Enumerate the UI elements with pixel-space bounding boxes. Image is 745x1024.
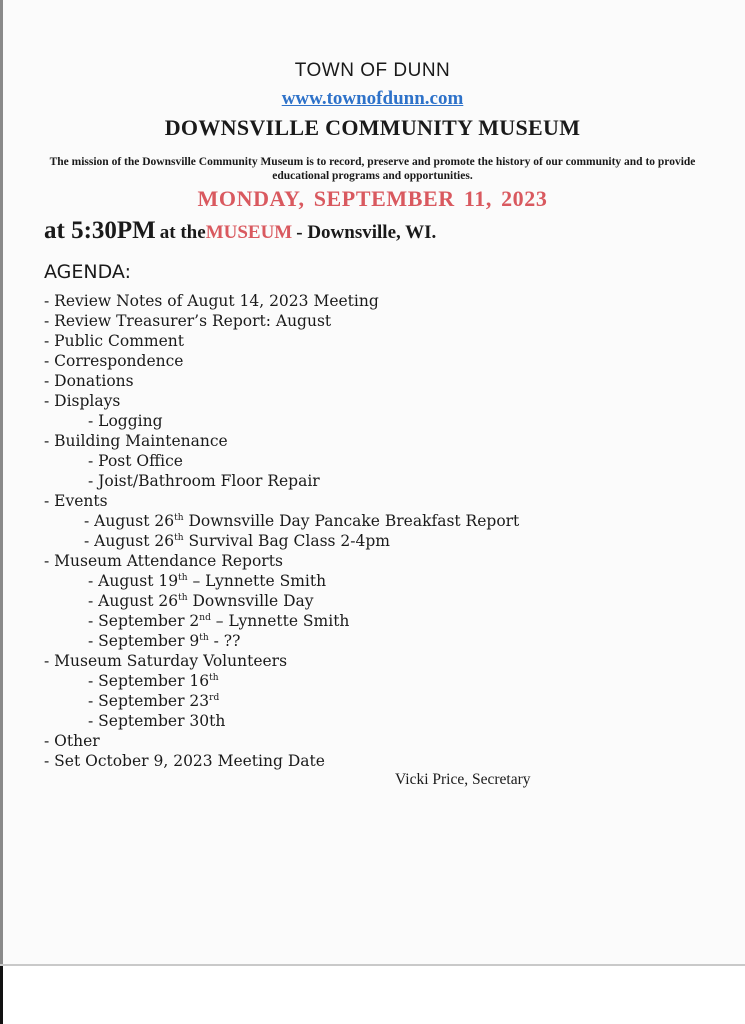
agenda-subitem [88, 611, 349, 631]
agenda-item: - Review Treasurer’s Report: August [44, 312, 332, 330]
museum-title: DOWNSVILLE COMMUNITY MUSEUM [164, 115, 581, 140]
item-text: – Lynnette Smith [187, 572, 327, 590]
ordinal-suffix: th [174, 513, 184, 523]
agenda-item: - Other [44, 732, 100, 750]
mission-statement: The mission of the Downsville Community Museum is to record, preserve and promote the history of our community and to provide educational programs and opportunities. [49, 156, 696, 182]
page-bottom-edge [0, 964, 745, 966]
ordinal-suffix: th [209, 673, 219, 683]
agenda-heading: AGENDA: [44, 261, 131, 283]
agenda-item: - Review Notes of Augut 14, 2023 Meeting [44, 292, 379, 310]
agenda-item: - Museum Attendance Reports [44, 552, 283, 570]
agenda-subitem: - Joist/Bathroom Floor Repair [88, 472, 320, 490]
agenda-subitem [88, 571, 326, 591]
item-text: - September 9 [88, 632, 200, 650]
agenda-subitem: - September 30th [88, 712, 226, 730]
agenda-subitem [88, 691, 219, 711]
item-text: Downsville Day Pancake Breakfast Report [183, 512, 520, 530]
meeting-time-location [44, 217, 436, 245]
item-text: Downsville Day [187, 592, 314, 610]
agenda-subitem: - Logging [88, 412, 163, 430]
item-text: - August 26 [84, 512, 175, 530]
meeting-date: MONDAY, SEPTEMBER 11, 2023 [197, 186, 548, 211]
agenda-subitem [84, 531, 390, 551]
agenda-item: - Events [44, 492, 108, 510]
agenda-subitem [88, 631, 240, 651]
meeting-location: - Downsville, WI. [296, 222, 437, 243]
ordinal-suffix: nd [199, 613, 211, 623]
item-text: - September 23 [88, 692, 210, 710]
agenda-subitem [88, 671, 219, 691]
ordinal-suffix: th [178, 573, 188, 583]
ordinal-suffix: rd [209, 693, 220, 703]
item-text: - ?? [208, 632, 241, 650]
item-text: - September 16 [88, 672, 210, 690]
agenda-item: - Museum Saturday Volunteers [44, 652, 288, 670]
time-at-the: at the [159, 222, 206, 243]
agenda-item: - Donations [44, 372, 134, 390]
meeting-place: MUSEUM [205, 222, 293, 243]
item-text: - August 19 [88, 572, 179, 590]
ordinal-suffix: th [199, 633, 209, 643]
agenda-item: - Building Maintenance [44, 432, 228, 450]
item-text: - August 26 [84, 532, 175, 550]
item-text: - September 2 [88, 612, 200, 630]
ordinal-suffix: th [174, 533, 184, 543]
scan-border [0, 966, 3, 1024]
ordinal-suffix: th [178, 593, 188, 603]
town-title: TOWN OF DUNN [294, 60, 451, 81]
item-text: – Lynnette Smith [210, 612, 350, 630]
agenda-item: - Displays [44, 392, 121, 410]
item-text: - August 26 [88, 592, 179, 610]
agenda-subitem [84, 511, 519, 531]
town-website-link[interactable]: www.townofdunn.com [281, 88, 464, 109]
item-text: Survival Bag Class 2-4pm [183, 532, 391, 550]
secretary-signature: Vicki Price, Secretary [395, 771, 531, 788]
agenda-subitem [88, 591, 314, 611]
agenda-item: - Public Comment [44, 332, 184, 350]
meeting-time: at 5:30PM [44, 217, 156, 244]
agenda-item: - Set October 9, 2023 Meeting Date [44, 752, 325, 770]
agenda-item: - Correspondence [44, 352, 184, 370]
page-edge-shadow [0, 0, 3, 966]
agenda-subitem: - Post Office [88, 452, 183, 470]
